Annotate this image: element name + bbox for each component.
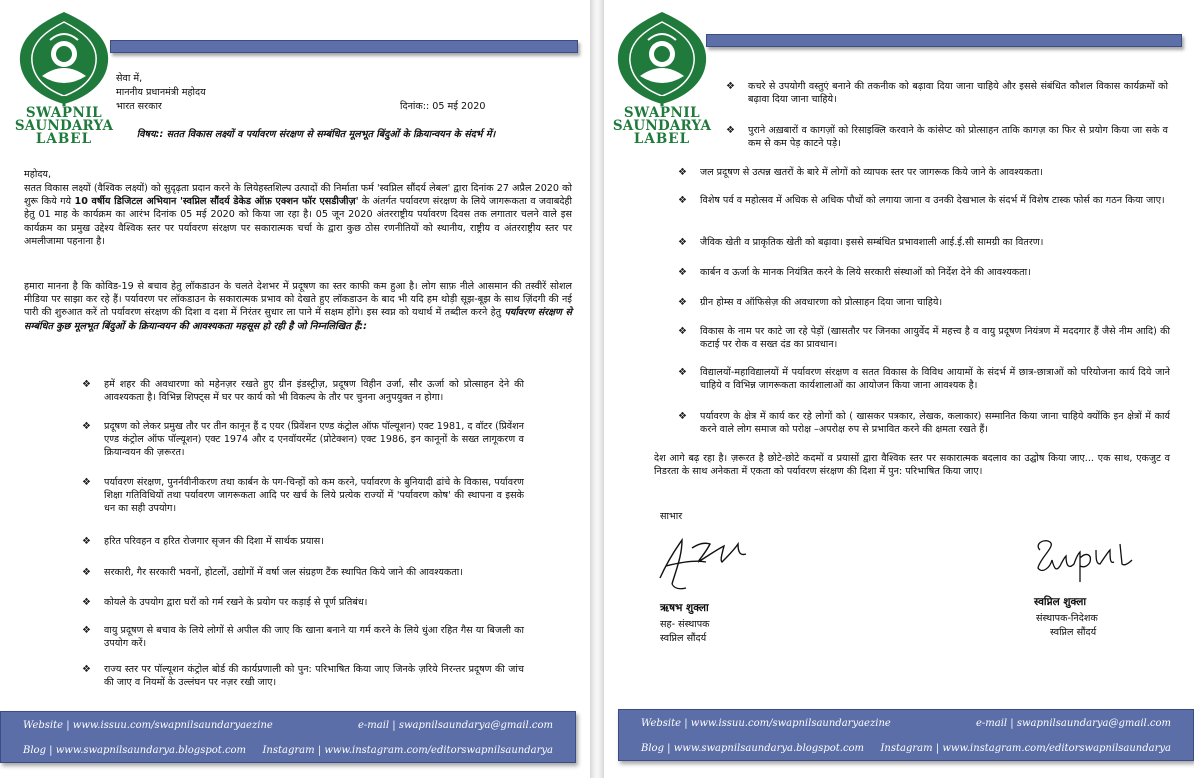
list-item: ❖ पर्यावरण के क्षेत्र में कार्य कर रहे लोगों को ( खासकर पत्रकार, लेखक, कलाकार) सम्मानित किया जाना चाहिये क्योंकि इन क्षेत्रों में कार्य करने वाले लोग समाज को परोक्ष –अपरोक्ष रुप से प्रभावित करने की क्षमता रखते हैं। — [678, 411, 1170, 436]
list-item: ❖ हरित परिवहन व हरित रोजगार सृजन की दिशा में सार्थक प्रयास। — [82, 536, 324, 547]
letter-date: दिनांक:: 05 मई 2020 — [400, 101, 486, 112]
signatory-2-role: संस्थापक-निदेशक — [1036, 613, 1098, 624]
list-item: ❖ कोयले के उपयोग द्वारा घरों को गर्म रखने के प्रयोग पर कड़ाई से पूर्ण प्रतिबंध। — [82, 597, 368, 608]
recipient-line-3: भारत सरकार — [116, 101, 162, 112]
signatory-1-name: ऋषभ शुक्ला — [660, 602, 709, 614]
bullet-icon: ❖ — [82, 597, 91, 608]
context-paragraph-text: हमारा मानना है कि कोविड-19 से बचाव हेतु लॉकडाउन के चलते देशभर में प्रदूषण का स्तर काफी कम हुआ है। लोग साफ़ नीले आसमान की तस्वीरें सोशल मीडिया पर साझा कर रहे हैं। पर्यावरण पर लॉकडाउन के सकारात्मक प्रभाव को देखते हुए लॉकडाउन के बाद भी यदि हम थोड़ी सूझ-बूझ के साथ ज़िंदगी की नई पारी की शुरुआत करें तो पर्यावरण संरक्षण की दिशा व दशा में निरंतर सुधार ला पाने में सक्षम होंगे। इस स्वप्न को यथार्थ में तब्दील करने हेतु — [24, 281, 572, 319]
bullet-icon: ❖ — [726, 125, 735, 136]
recipient-line-1: सेवा में, — [116, 73, 143, 84]
letter-subject: विषय:: सतत विकास लक्ष्यों व पर्यावरण संरक्षण से सम्बंधित मूलभूत बिंदुओं के क्रियान्वयन के संदर्भ में। — [136, 129, 496, 140]
bullet-icon: ❖ — [678, 267, 687, 278]
bullet-icon: ❖ — [678, 411, 687, 422]
list-item: ❖ जल प्रदूषण से उत्पन्न खतरों के बारे में लोगों को व्यापक स्तर पर जागरूक किये जाने के आवश्यकता। — [678, 167, 1043, 178]
list-item: ❖ जैविक खेती व प्राकृतिक खेती को बढ़ावा। इससे सम्बंधित प्रभावशाली आई.ई.सी सामग्री का वितरण। — [678, 237, 1044, 248]
footer-bar — [618, 709, 1194, 761]
letter-page-1 — [0, 0, 590, 778]
logo-text-line-2: SAUNDARYA — [14, 118, 114, 134]
email-link[interactable]: e-mail | swapnilsaundarya@gmail.com — [975, 718, 1171, 729]
list-item: ❖ राज्य स्तर पर पॉल्यूशन कंट्रोल बोर्ड की कार्यप्रणाली को पुन: परिभाषित किया जाए जिनके ज़रिये निरन्तर प्रदूषण की जांच की जाए व नियमों के उल्लंघन पर नज़र रखी जाए। — [82, 664, 524, 689]
signatory-2-org: स्वप्निल सौंदर्य — [1050, 627, 1097, 638]
signature-rishabh-icon — [652, 526, 762, 596]
bullet-icon: ❖ — [678, 297, 687, 308]
list-item: ❖ कचरे से उपयोगी वस्तुएं बनाने की तकनीक को बढ़ावा दिया जाना चाहिये और इससे संबंधित कौशल विकास कार्यक्रमों को बढ़ावा दिया जाना चाहिये। — [726, 81, 1168, 106]
logo-text-line-3: LABEL — [633, 131, 691, 147]
list-item: ❖ वायु प्रदूषण से बचाव के लिये लोगों से अपील की जाए कि खाना बनाने या गर्म करने के लिये धुंआ रहित गैस या बिजली का उपयोग करें। — [82, 625, 524, 650]
logo-text-line-3: LABEL — [35, 131, 93, 147]
bullet-icon: ❖ — [82, 379, 91, 390]
brand-logo — [610, 10, 714, 152]
bullet-icon: ❖ — [82, 536, 91, 547]
blog-link[interactable]: Blog | www.swapnilsaundarya.blogspot.com — [23, 745, 247, 756]
brand-logo — [12, 10, 116, 152]
logo-text-line-1: SWAPNIL — [623, 105, 701, 121]
signatory-1-org: स्वप्निल सौंदर्य — [660, 633, 707, 644]
list-item: ❖ विद्यालयों-महाविद्यालयों में पर्यावरण संरक्षण व सतत विकास के विविध आयामों के संदर्भ में छात्र-छात्राओं को परियोजना कार्य दिये जाने चाहिये व विभिन्न जागरूकता कार्यशालाओं का आयोजन किया जाना आवश्यक है। — [678, 367, 1170, 392]
signatory-2-name: स्वप्निल शुक्ला — [1034, 596, 1087, 608]
bullet-icon: ❖ — [678, 326, 687, 337]
list-item: ❖ विशेष पर्व व महोत्सव में अधिक से अधिक पौधों को लगाया जाना व उनकी देखभाल के संदर्भ में विशेष टास्क फोर्स का गठन किया जाए। — [678, 195, 1165, 206]
list-item: ❖ विकास के नाम पर काटे जा रहे पेड़ों (खासतौर पर जिनका आयुर्वेद में महत्त्व है व वायु प्रदूषण नियंत्रण में मददगार हैं जैसे नीम आदि) की कटाई पर रोक व सख्त दंड का प्रावधान। — [678, 326, 1170, 351]
blog-link[interactable]: Blog | www.swapnilsaundarya.blogspot.com — [641, 743, 865, 754]
bullet-icon: ❖ — [678, 367, 687, 378]
bullet-icon: ❖ — [82, 664, 91, 675]
bullet-icon: ❖ — [82, 625, 91, 636]
closing-paragraph: देश आगे बढ़ रहा है। ज़रूरत है छोटे-छोटे कदमों व प्रयासों द्वारा वैश्विक स्तर पर सकारात्मक बदलाव का उद्घोष किया जाए... एक साथ, एकजुट व निडरता के साथ अनेकता में एकता को पर्यावरण संरक्षण की दिशा में पुन: परिभाषित किया जाए। — [654, 453, 1170, 478]
logo-text-line-1: SWAPNIL — [25, 105, 103, 121]
letter-page-2 — [604, 0, 1194, 778]
regards: साभार — [660, 511, 683, 522]
list-item: ❖ ग्रीन होम्स व ऑफिसेज़ की अवधारणा को प्रोत्साहन दिया जाना चाहिये। — [678, 297, 943, 308]
context-paragraph — [24, 280, 572, 333]
bullet-icon: ❖ — [82, 477, 91, 488]
instagram-link[interactable]: Instagram | www.instagram.com/editorswapnilsaundarya — [880, 743, 1171, 754]
context-paragraph-emphasis: पर्यावरण संरक्षण से सम्बंधित कुछ मूलभूत बिंदुओं के क्रियान्वयन की आवश्यकता महसूस हो रही है जो निम्नलिखित हैं:: — [24, 307, 572, 332]
bullet-icon: ❖ — [678, 237, 687, 248]
logo-text-line-2: SAUNDARYA — [612, 118, 712, 134]
website-link[interactable]: Website | www.issuu.com/swapnilsaundaryaezine — [23, 720, 273, 731]
bullet-icon: ❖ — [726, 81, 735, 92]
header-bar — [110, 40, 578, 53]
recipient-line-2: माननीय प्रधानमंत्री महोदय — [116, 87, 206, 98]
list-item: ❖ पर्यावरण संरक्षण, पुनर्नवीनीकरण तथा कार्बन के पग-चिन्हों को कम करने, पर्यावरण के बुनियादी ढांचे के विकास, पर्यावरण शिक्षा गतिविधियों तथा पर्यावरण जागरूकता आदि पर खर्च के लिये प्रत्येक राज्यों में 'पर्यावरण कोष' की स्थापना व इसके धन का सही उपयोग। — [82, 477, 524, 515]
bullet-icon: ❖ — [82, 567, 91, 578]
intro-paragraph-part-2: के अंतर्गत पर्यावरण संरक्षण के लिये जागरूकता व जवाबदेही हेतु 01 माह के कार्यक्रम का आरंभ दिनांक 05 मई 2020 को किया जा रहा है। 05 जून 2020 अंतरराष्ट्रीय पर्यावरण दिवस तक लगातार चलने वाले इस कार्यक्रम का प्रमुख उद्देश्य वैश्विक स्तर पर पर्यावरण संरक्षण पर सकारात्मक चर्चा के द्वारा कुछ ठोस रणनीतियों को स्थानीय, राष्ट्रीय व अंतरराष्ट्रीय स्तर पर अमलीजामा पहनाना है। — [24, 196, 572, 247]
leaf-emblem-icon — [12, 10, 116, 106]
instagram-link[interactable]: Instagram | www.instagram.com/editorswapnilsaundarya — [262, 745, 553, 756]
bullet-icon: ❖ — [678, 167, 687, 178]
list-item: ❖ सरकारी, गैर सरकारी भवनों, होटलों, उद्योगों में वर्षा जल संग्रहण टैंक स्थापित किये जाने की आवश्यकता। — [82, 567, 463, 578]
intro-paragraph-part-1: सतत विकास लक्ष्यों (वैश्विक लक्ष्यों) को सुदृढ़ता प्रदान करने के लियेहस्तशिल्प उत्पादों की निर्माता फर्म 'स्वप्निल सौंदर्य लेबल' द्वारा दिनांक 27 अप्रैल 2020 को शुरू किये गये — [24, 183, 572, 208]
list-item: ❖ पुराने अख़बारों व कागज़ों को रिसाइक्लि करवाने के कांसेप्ट को प्रोत्साहन ताकि कागज़ का फिर से प्रयोग किया जा सके व कम से कम पेड़ काटने पड़े। — [726, 125, 1168, 150]
signatory-1-role: सह- संस्थापक — [660, 619, 710, 630]
campaign-name: 10 वर्षीय डिजिटल अभियान 'स्वप्निल सौंदर्य डेकेड ऑफ़ एक्शन फॉर एसडीजीज़' — [74, 196, 359, 208]
website-link[interactable]: Website | www.issuu.com/swapnilsaundaryaezine — [641, 718, 891, 729]
email-link[interactable]: e-mail | swapnilsaundarya@gmail.com — [357, 720, 553, 731]
list-item: ❖ कार्बन व ऊर्जा के मानक नियंत्रित करने के लिये सरकारी संस्थाओं को निर्देश देने की आवश्यकता। — [678, 267, 1031, 278]
list-item: ❖ प्रदूषण को लेकर प्रमुख तौर पर तीन कानून हैं द एयर (प्रिवेंशन एण्ड कंट्रोल ऑफ पॉल्यूशन) एक्ट 1981, द वॉटर (प्रिवेंशन एण्ड कंट्रोल ऑफ पॉल्यूशन) एक्ट 1974 और द एनवॉयरमेंट (प्रोटेक्शन) एक्ट 1986, इन कानूनों के सख्त लागूकरण व क्रियान्वयन की ज़रूरत। — [82, 421, 524, 459]
bullet-icon: ❖ — [678, 195, 687, 206]
page-gutter — [590, 0, 604, 778]
intro-paragraph — [24, 182, 572, 248]
bullet-icon: ❖ — [82, 421, 91, 432]
leaf-emblem-icon — [610, 10, 714, 106]
header-bar — [706, 34, 1182, 47]
signature-swapnil-icon — [1030, 528, 1140, 588]
salutation: महोदय, — [24, 169, 52, 180]
footer-bar — [0, 711, 576, 763]
list-item: ❖ हमें शहर की अवधारणा को महेनज़र रखते हुए ग्रीन इंडस्ट्रीज़, प्रदूषण विहीन उर्जा, सौर ऊर्जा को प्रोत्साहन देने की आवश्यकता है। विभिन्न शिफ्ट्स में घर पर कार्य को भी विकल्प के तौर पर चुनना अनुपयुक्त न होगा। — [82, 379, 524, 404]
